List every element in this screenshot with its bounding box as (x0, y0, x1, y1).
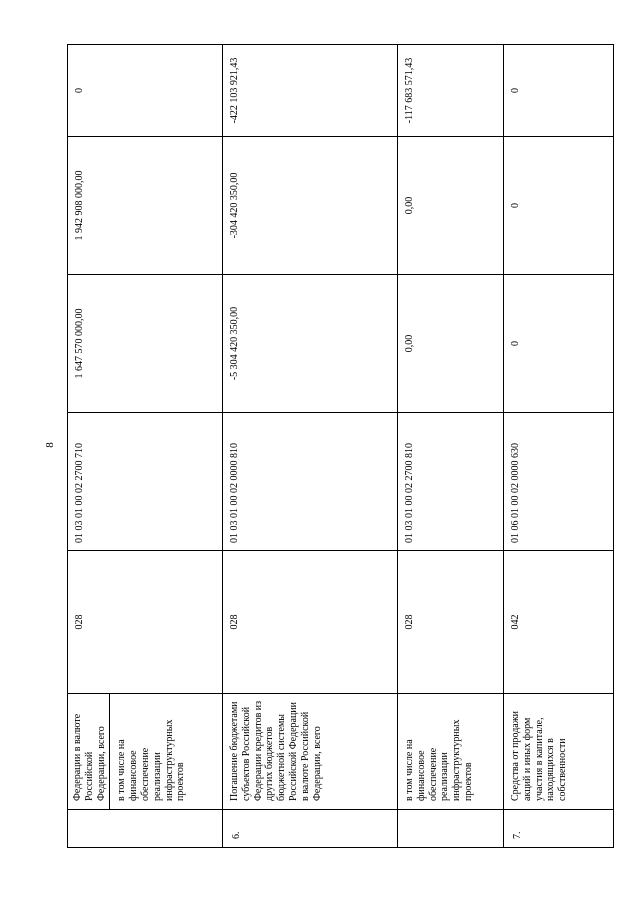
row-name-sub: в том числе на финансовое обеспечение реализации инфраструктурных проектов (109, 694, 191, 809)
financing-sources-table (67, 45, 613, 848)
table-row (68, 45, 223, 848)
value-3: -422 103 921,43 (223, 45, 398, 137)
value-1: 1 647 570 000,00 (68, 275, 223, 413)
value-1: 0,00 (398, 275, 504, 413)
row-name: Средства от продажи акций и иных форм участия в капитале, находящихся в собственности (504, 694, 614, 810)
row-name-continued: Федерации в валюте Российской Федерации, всего (72, 713, 107, 801)
kbk-code: 01 06 01 00 02 0000 630 (504, 413, 614, 551)
admin-code: 042 (504, 551, 614, 694)
row-name: в том числе на финансовое обеспечение реализации инфраструктурных проектов (398, 694, 504, 810)
kbk-code: 01 03 01 00 02 2700 710 (68, 413, 223, 551)
value-2: 1 942 908 000,00 (68, 137, 223, 275)
value-2: 0 (504, 137, 614, 275)
kbk-code: 01 03 01 00 02 2700 810 (398, 413, 504, 551)
kbk-code: 01 03 01 00 02 0000 810 (223, 413, 398, 551)
value-2: 0,00 (398, 137, 504, 275)
value-3: 0 (68, 45, 223, 137)
row-name (68, 694, 223, 810)
value-1: -5 304 420 350,00 (223, 275, 398, 413)
value-3: 0 (504, 45, 614, 137)
table-row (398, 45, 504, 848)
row-number (68, 810, 223, 848)
admin-code: 028 (398, 551, 504, 694)
value-3: -117 683 571,43 (398, 45, 504, 137)
table-row (223, 45, 398, 848)
page-number: 8 (44, 442, 56, 448)
admin-code: 028 (68, 551, 223, 694)
table-row (504, 45, 614, 848)
admin-code: 028 (223, 551, 398, 694)
value-1: 0 (504, 275, 614, 413)
row-number (398, 810, 504, 848)
table (67, 44, 614, 848)
value-2: -304 420 350,00 (223, 137, 398, 275)
row-number: 6. (223, 810, 398, 848)
row-name: Погашение бюджетами субъектов Российской Федерации кредитов из других бюджетов бюджетной системы Российской Федерации в валюте Российской Федерации, всего (223, 694, 398, 810)
row-number: 7. (504, 810, 614, 848)
